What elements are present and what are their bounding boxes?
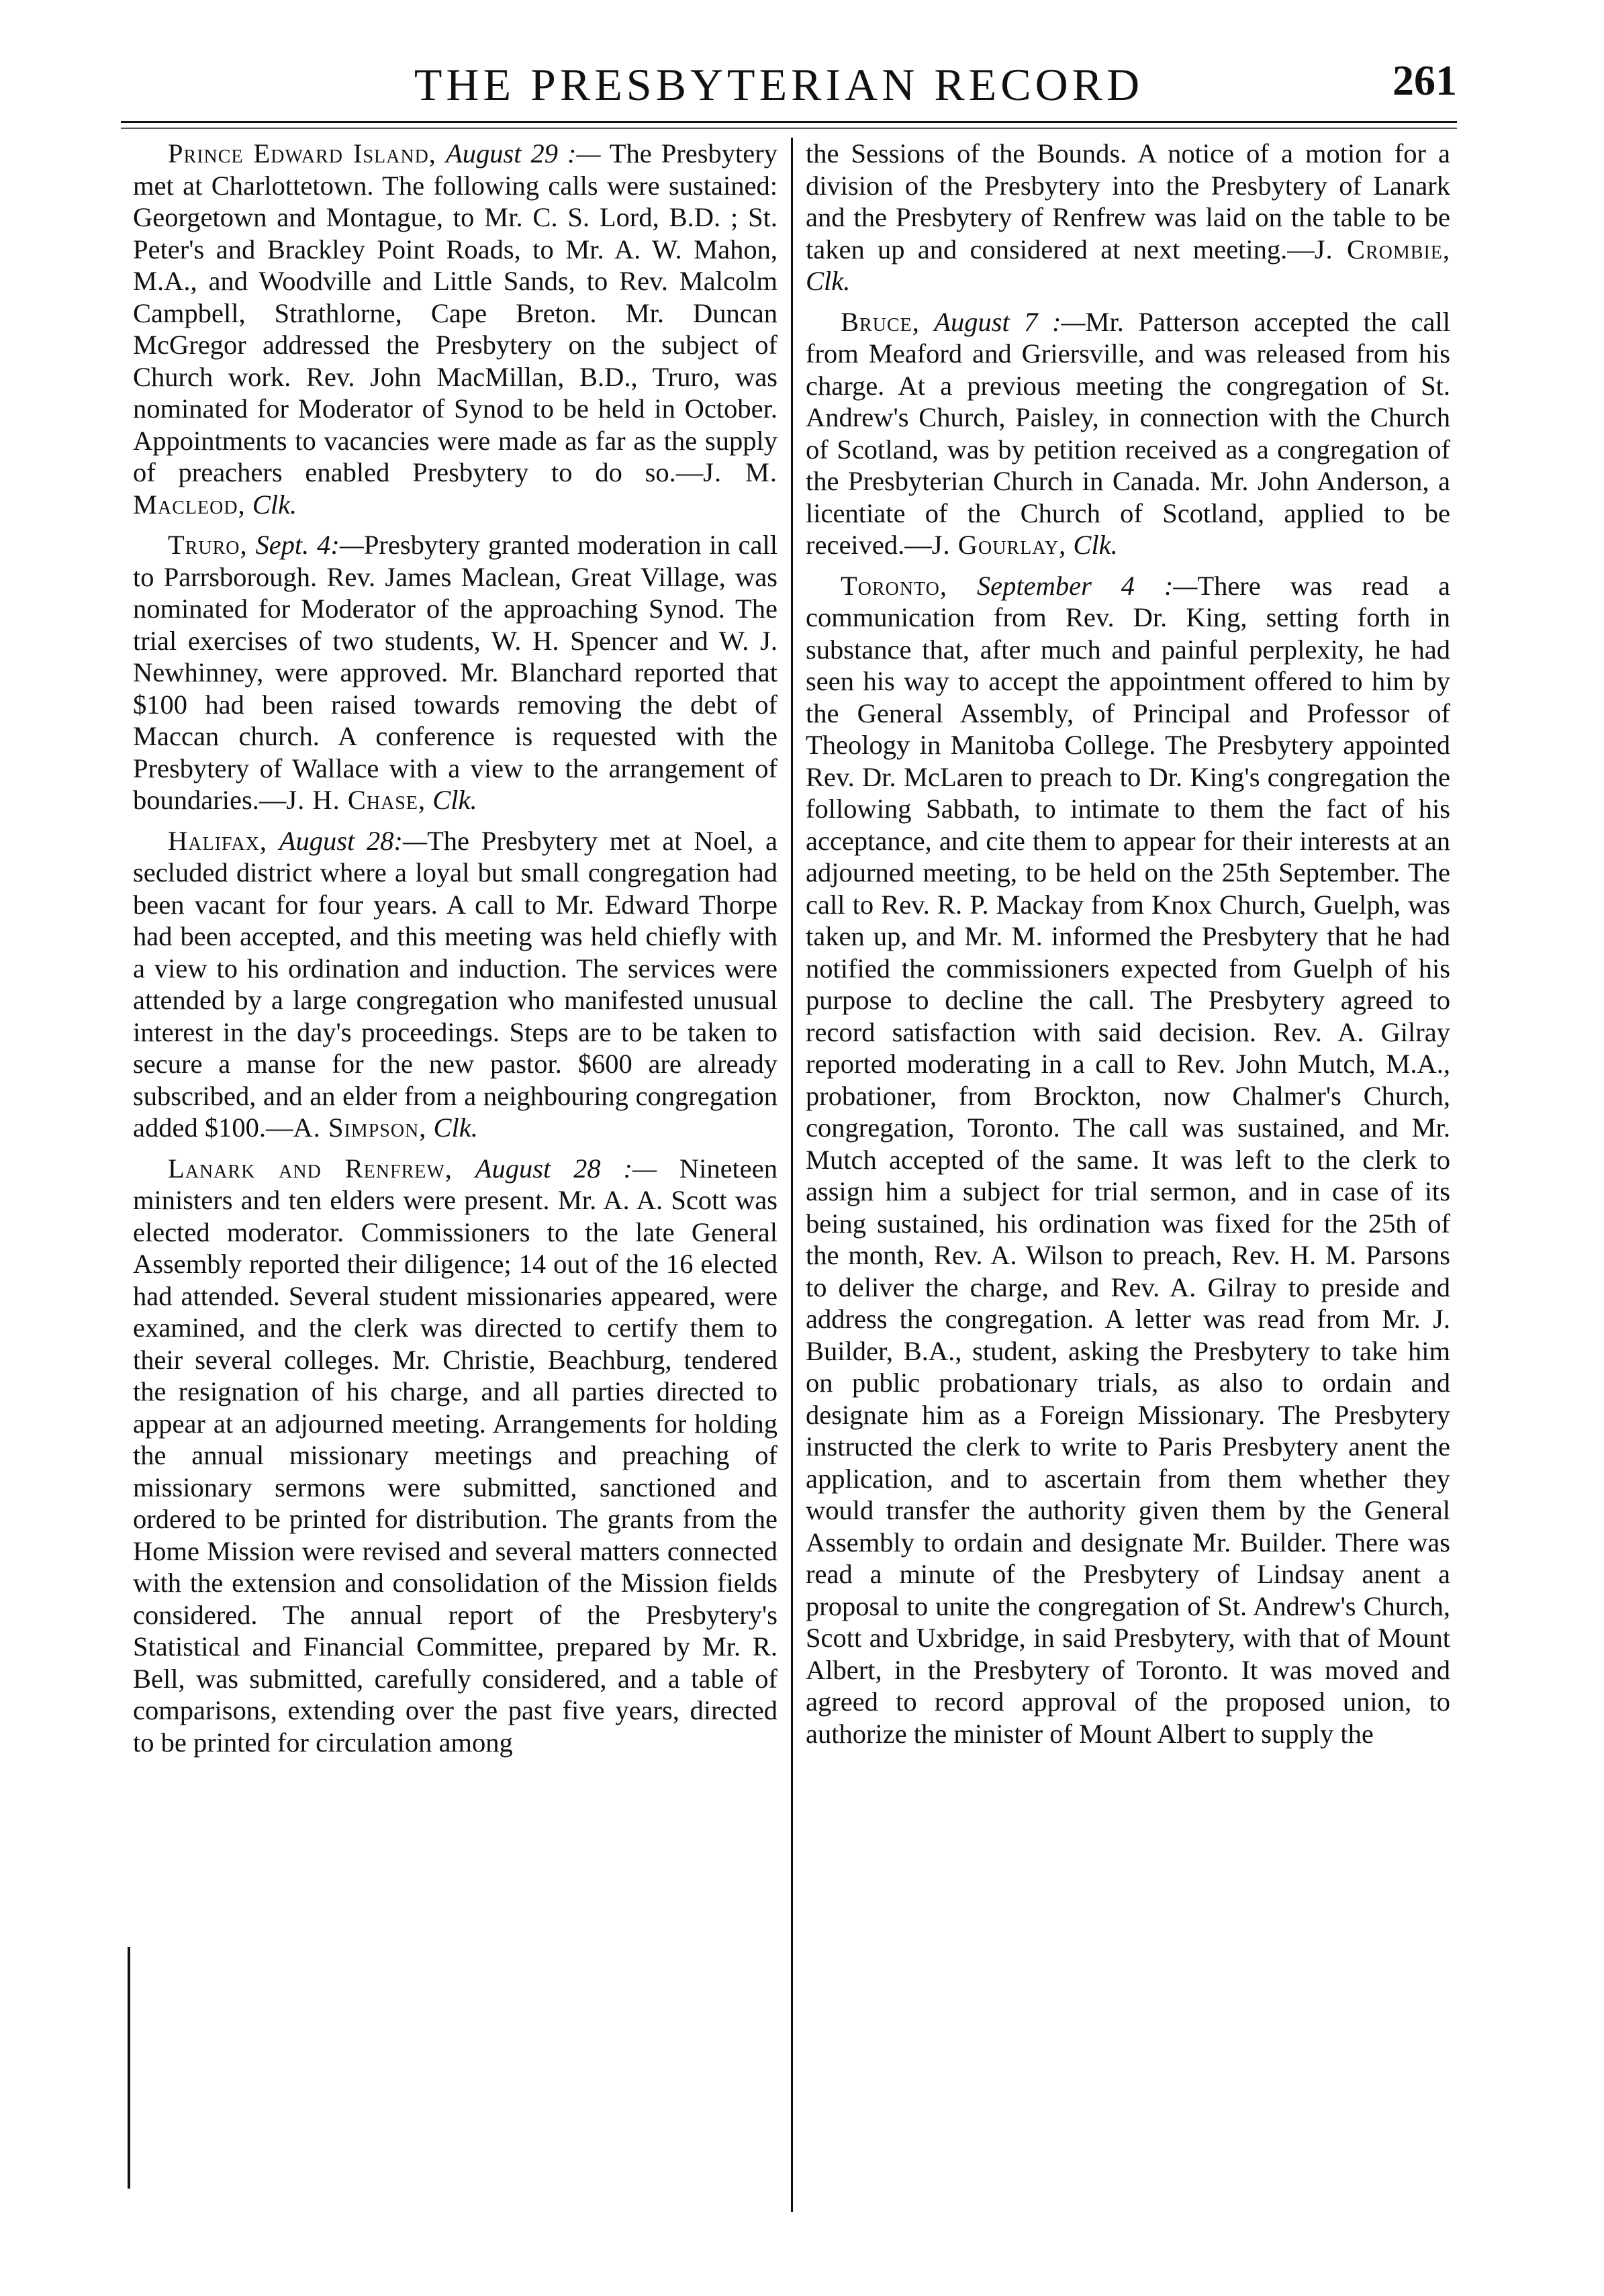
report-date: August 7 :—: [934, 306, 1086, 337]
page-number: 261: [1393, 56, 1457, 104]
report-toronto: [806, 570, 1450, 1750]
clerk-abbrev: Clk.: [432, 785, 477, 815]
presbytery-name: Bruce,: [841, 306, 920, 337]
report-body: There was read a communication from Rev. Dr. King, setting forth in substance that, after much and painful perplexity, he had seen his way to accept the appointment offered to him by the General Assembly, of Principal and Professor of Theology in Manitoba College. The Presbytery appointed Rev. Dr. McLaren to preach to Dr. King's congregation the following Sabbath, to intimate to them the fact of his acceptance, and cite them to appear for their interests at an adjourned meeting, to be held on the 25th September. The call to Rev. R. P. Mackay from Knox Church, Guelph, was taken up, and Mr. M. informed the Presbytery that he had notified the commissioners expected from Guelph of his purpose to decline the call. The Presbytery agreed to record satisfaction with said decision. Rev. A. Gilray reported moderating in a call to Rev. John Mutch, M.A., probationer, from Brockton, now Chalmer's Church, congregation, Toronto. The call was sustained, and Mr. Mutch accepted of the same. It was left to the clerk to assign him a subject for trial sermon, and in case of its being sustained, his ordination was fixed for the 25th of the month, Rev. A. Wilson to preach, Rev. H. M. Parsons to deliver the charge, and Rev. A. Gilray to preside and address the congregation. A letter was read from Mr. J. Builder, B.A., student, asking the Presbytery to take him on public probationary trials, as also to ordain and designate him as a Foreign Missionary. The Presbytery instructed the clerk to write to Paris Presbytery anent the application, and to ascertain from them whether they would transfer the authority given them by the General Assembly to ordain and designate Mr. Builder. There was read a minute of the Presbytery of Lindsay anent a proposal to unite the congregation of St. Andrew's Church, Scott and Uxbridge, in said Presbytery, with that of Mount Albert, in the Presbytery of Toronto. It was moved and agreed to record approval of the proposed union, to authorize the minister of Mount Albert to supply the: [806, 570, 1451, 1749]
header-rule: [121, 121, 1457, 123]
report-date: August 28 :—: [475, 1153, 657, 1184]
clerk-signature: J. Gourlay,: [931, 530, 1067, 560]
presbytery-name: Prince Edward Island,: [168, 138, 436, 169]
left-column: [133, 138, 777, 2219]
journal-title: THE PRESBYTERIAN RECORD: [414, 59, 1144, 110]
report-date: Sept. 4:—: [255, 530, 364, 560]
report-truro: [133, 529, 777, 816]
report-body: Presbytery granted moderation in call to Parrsborough. Rev. James Maclean, Great Village, was nominated for Moderator of the approaching Synod. The trial exercises of two students, W. H. Spencer and W. J. Newhinney, were approved. Mr. Blanchard reported that $100 had been raised towards removing the debt of Maccan church. A conference is requested with the Presbytery of Wallace with a view to the arrangement of boundaries.—: [133, 530, 778, 815]
report-lanark-renfrew-continued: [806, 138, 1450, 297]
presbytery-name: Halifax,: [168, 825, 267, 856]
report-bruce: [806, 306, 1450, 561]
report-body: The Presbytery met at Noel, a secluded district where a loyal but small congregation had been vacant for four years. A call to Mr. Edward Thorpe had been accepted, and this meeting was held chiefly with a view to his ordination and induction. The services were attended by a large congregation who manifested unusual interest in the day's proceedings. Steps are to be taken to secure a manse for the new pastor. $600 are already subscribed, and an elder from a neighbouring congregation added $100.—: [133, 825, 777, 1143]
clerk-signature: J. H. Chase,: [286, 785, 426, 815]
clerk-signature: J. Crombie,: [1314, 234, 1450, 265]
report-date: September 4 :—: [976, 570, 1198, 601]
presbytery-name: Truro,: [168, 530, 248, 560]
report-body: Mr. Patterson accepted the call from Meaford and Griersville, and was released from his charge. At a previous meeting the congregation of St. Andrew's Church, Paisley, in connection with the Church of Scotland, was by petition received as a congregation of the Presbyterian Church in Canada. Mr. John Anderson, a licentiate of the Church of Scotland, applied to be received.—: [806, 306, 1451, 560]
report-prince-edward-island: [133, 138, 777, 520]
report-lanark-renfrew: [133, 1153, 777, 1759]
clerk-signature: A. Simpson,: [293, 1112, 427, 1143]
margin-rule: [128, 1947, 130, 2189]
clerk-signature: J. M. Macleod,: [133, 457, 777, 520]
presbytery-name: Lanark and Renfrew,: [168, 1153, 453, 1184]
clerk-abbrev: Clk.: [806, 266, 851, 296]
report-date: August 28:—: [279, 825, 428, 856]
report-date: August 29 :—: [445, 138, 601, 169]
clerk-abbrev: Clk.: [433, 1112, 478, 1143]
column-divider: [791, 138, 793, 2212]
right-column: [806, 138, 1450, 2219]
header-rule-secondary: [121, 128, 1457, 129]
report-body: The Presbytery met at Charlottetown. The following calls were sustained: Georgetown and Montague, to Mr. C. S. Lord, B.D. ; St. Peter's and Brackley Point Roads, to Mr. A. W. Mahon, M.A., and Woodville and Little Sands, to Rev. Malcolm Campbell, Strathlorne, Cape Breton. Mr. Duncan McGregor addressed the Presbytery on the subject of Church work. Rev. John MacMillan, B.D., Truro, was nominated for Moderator of Synod to be held in October. Appointments to vacancies were made as far as the supply of preachers enabled Presbytery to do so.—: [133, 138, 777, 487]
presbytery-name: Toronto,: [841, 570, 948, 601]
clerk-abbrev: Clk.: [252, 489, 297, 520]
report-halifax: [133, 825, 777, 1144]
page-header: [101, 47, 1457, 114]
report-body: the Sessions of the Bounds. A notice of a motion for a division of the Presbytery into the Presbytery of Lanark and the Presbytery of Renfrew was laid on the table to be taken up and considered at next meeting.—: [806, 138, 1450, 265]
report-body: Nineteen ministers and ten elders were present. Mr. A. A. Scott was elected moderator. Commissioners to the late General Assembly reported their diligence; 14 out of the 16 elected had attended. Several student missionaries appeared, were examined, and the clerk was directed to certify them to their several colleges. Mr. Christie, Beachburg, tendered the resignation of his charge, and all parties directed to appear at an adjourned meeting. Arrangements for holding the annual missionary meetings and preaching of missionary sermons were submitted, sanctioned and ordered to be printed for distribution. The grants from the Home Mission were revised and several matters connected with the extension and consolidation of the Mission fields considered. The annual report of the Presbytery's Statistical and Financial Committee, prepared by Mr. R. Bell, was submitted, carefully considered, and a table of comparisons, extending over the past five years, directed to be printed for circulation among: [133, 1153, 778, 1758]
clerk-abbrev: Clk.: [1073, 530, 1118, 560]
